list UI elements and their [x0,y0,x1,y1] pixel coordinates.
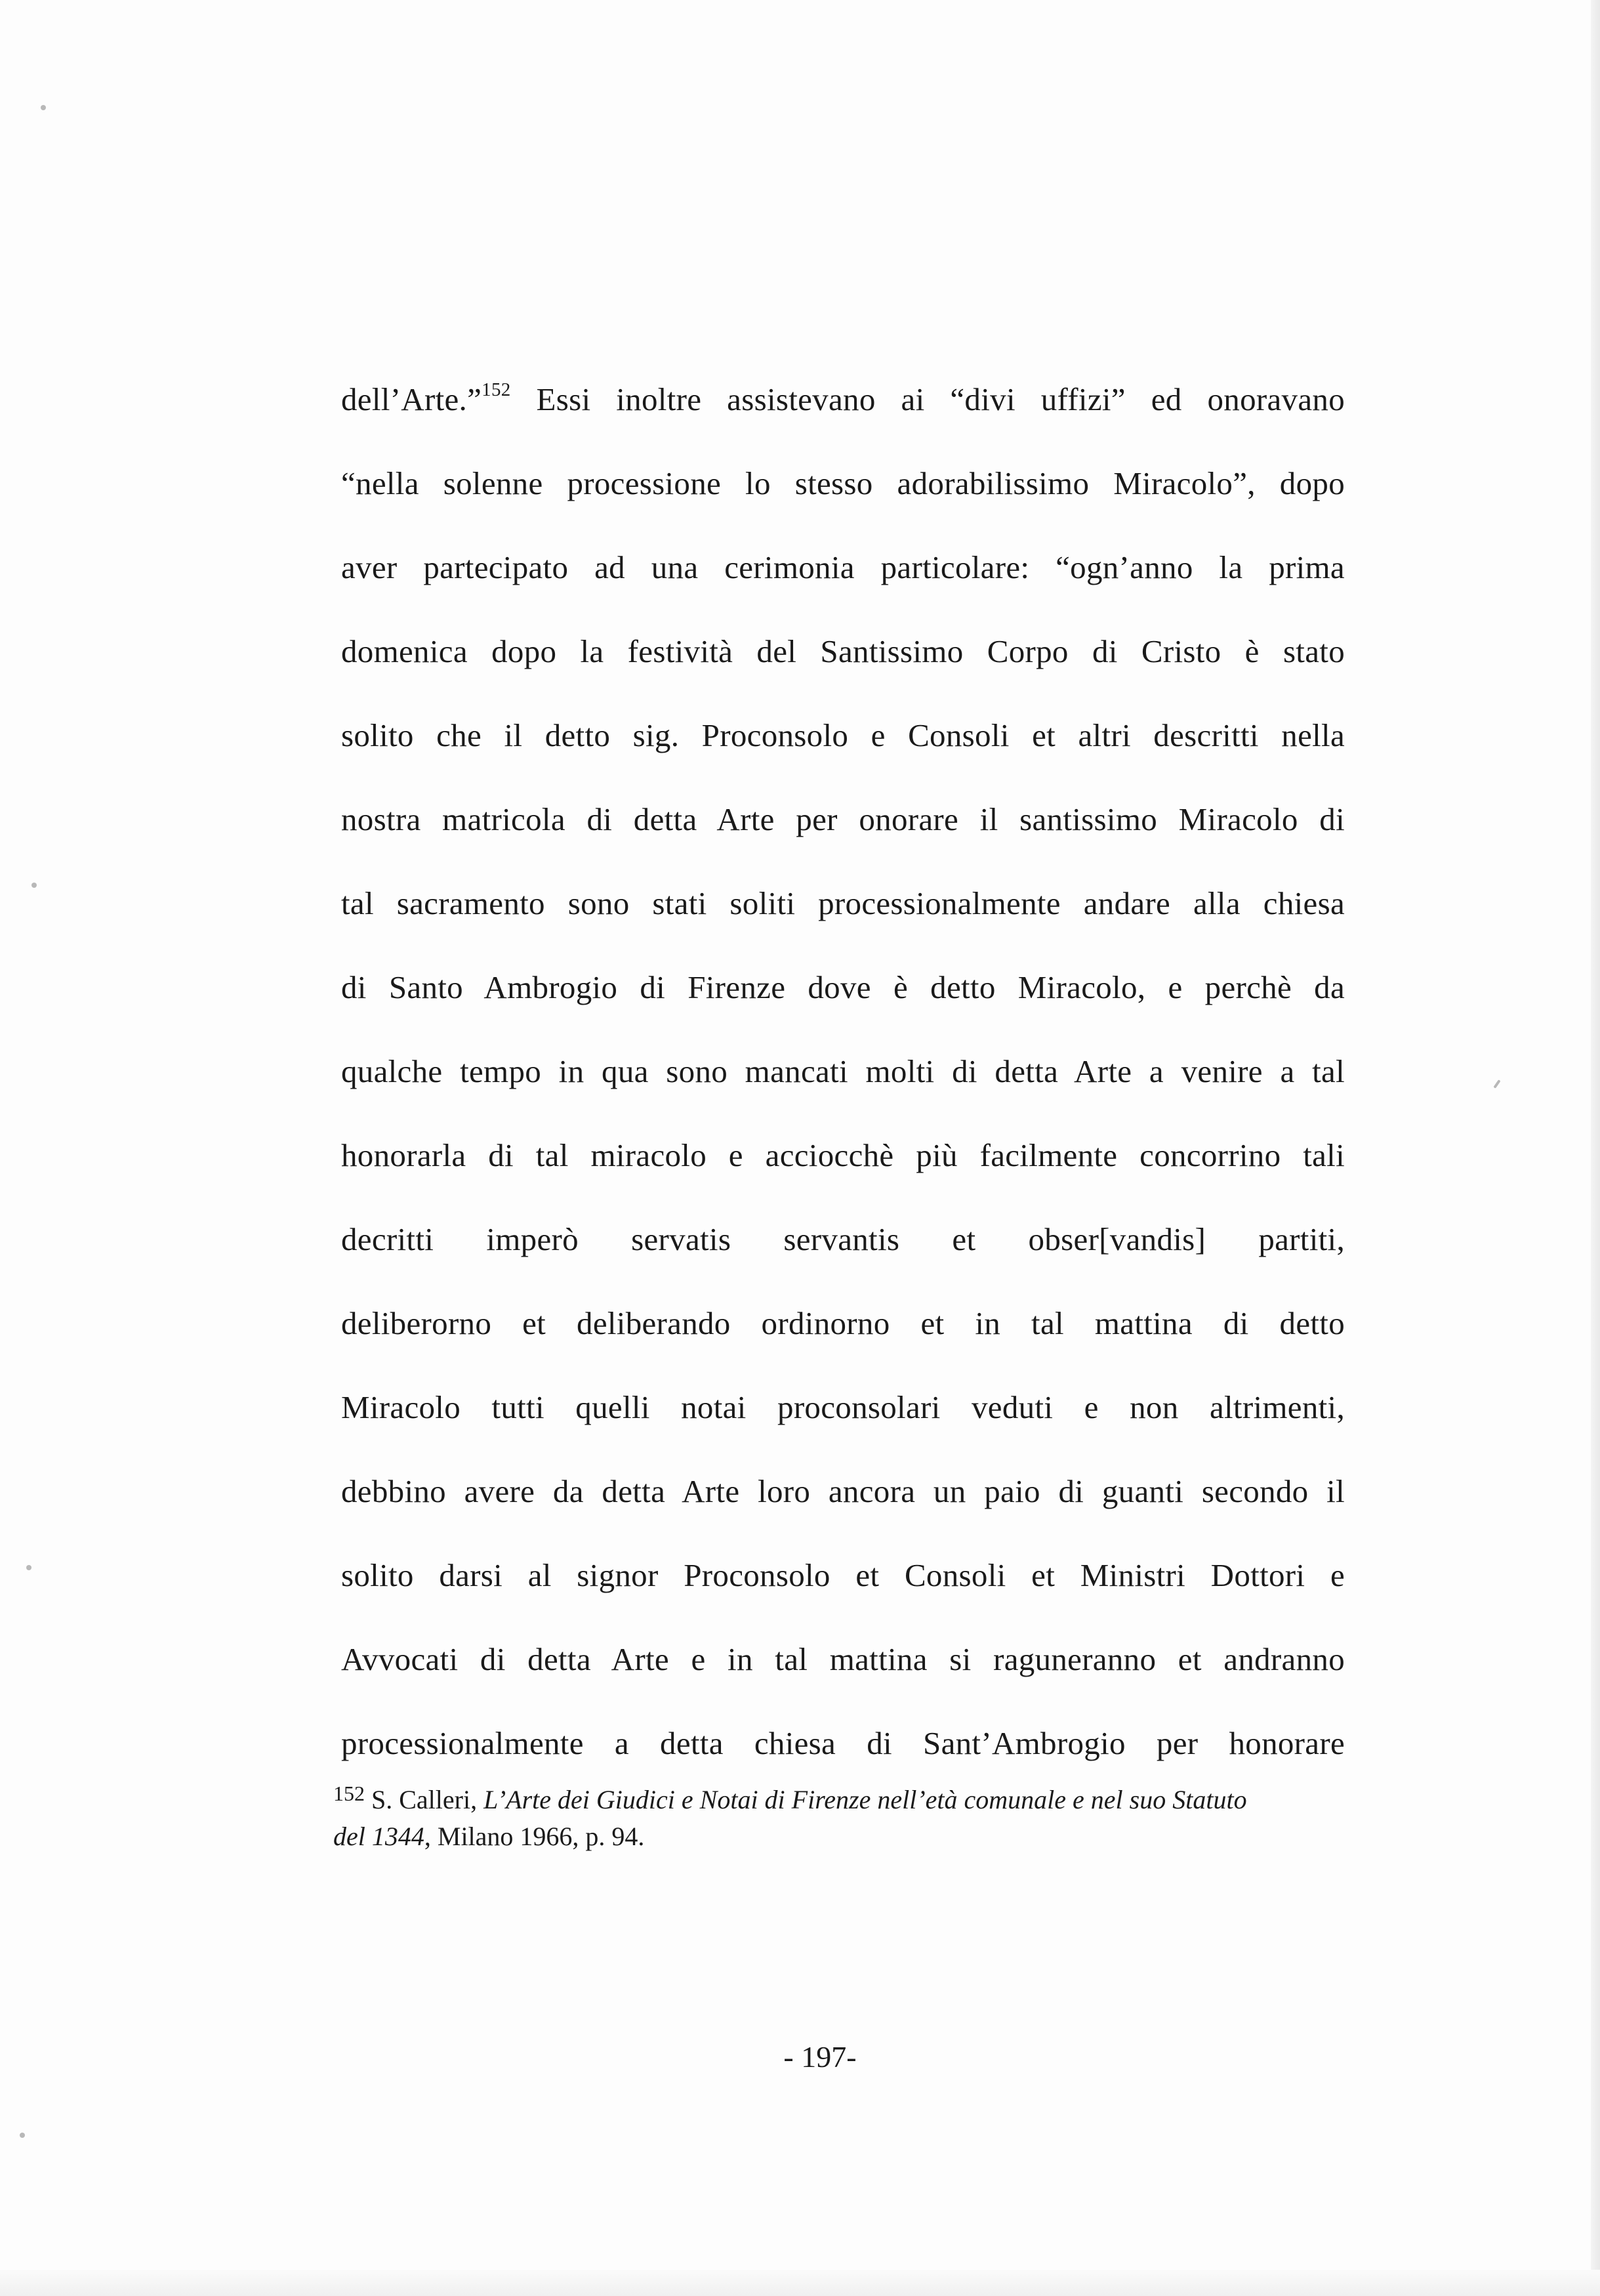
body-line: nostra matricola di detta Arte per onorare il santissimo Miracolo di [341,801,1345,837]
body-line-text: Essi inoltre assistevano ai “divi uffizi” ed onoravano [510,381,1345,417]
scan-speck [26,1565,31,1570]
body-line: solito darsi al signor Proconsolo et Consoli et Ministri Dottori e [341,1557,1345,1593]
footnote-line [333,1818,1357,1855]
body-line: decritti imperò servatis servantis et obser[vandis] partiti, [341,1221,1345,1257]
scan-speck [1493,1079,1500,1089]
body-line: di Santo Ambrogio di Firenze dove è detto Miracolo, e perchè da [341,969,1345,1005]
scan-edge-bottom [0,2270,1600,2296]
body-line [341,358,1345,442]
body-line: Miracolo tutti quelli notai proconsolari veduti e non altrimenti, [341,1389,1345,1425]
body-line: Avvocati di detta Arte e in tal mattina si raguneranno et andranno [341,1641,1345,1677]
body-line: deliberorno et deliberando ordinorno et in tal mattina di detto [341,1305,1345,1341]
scan-edge-right [1591,0,1600,2296]
body-line: processionalmente a detta chiesa di Sant’Ambrogio per honorare [341,1725,1345,1761]
body-line: tal sacramento sono stati soliti processionalmente andare alla chiesa [341,885,1345,921]
footnote-number: 152 [333,1782,365,1805]
footnote-title: L’Arte dei Giudici e Notai di Firenze nell’età comunale e nel suo Statuto [483,1785,1247,1814]
scan-speck [20,2133,25,2138]
body-line: debbino avere da detta Arte loro ancora un paio di guanti secondo il [341,1473,1345,1509]
page-number: - 197- [783,2040,857,2074]
body-line: solito che il detto sig. Proconsolo e Consoli et altri descritti nella [341,717,1345,753]
body-line: domenica dopo la festività del Santissimo Corpo di Cristo è stato [341,633,1345,669]
scan-speck [31,883,37,888]
body-text [341,358,1345,1785]
body-line: qualche tempo in qua sono mancati molti di detta Arte a venire a tal [341,1053,1345,1089]
footnote-title-continued: del 1344 [333,1822,424,1851]
footnote-line [333,1782,1357,1818]
scan-speck [41,105,46,110]
footnote-author: S. Calleri, [365,1785,484,1814]
footnote-publication: , Milano 1966, p. 94. [424,1822,645,1851]
body-line: honorarla di tal miracolo e acciocchè più facilmente concorrino tali [341,1137,1345,1173]
footnote [333,1782,1357,1855]
footnote-reference: 152 [482,379,511,400]
body-line: aver partecipato ad una cerimonia particolare: “ogn’anno la prima [341,549,1345,585]
body-line-text: dell’Arte.” [341,381,482,417]
body-line: “nella solenne processione lo stesso adorabilissimo Miracolo”, dopo [341,465,1345,501]
